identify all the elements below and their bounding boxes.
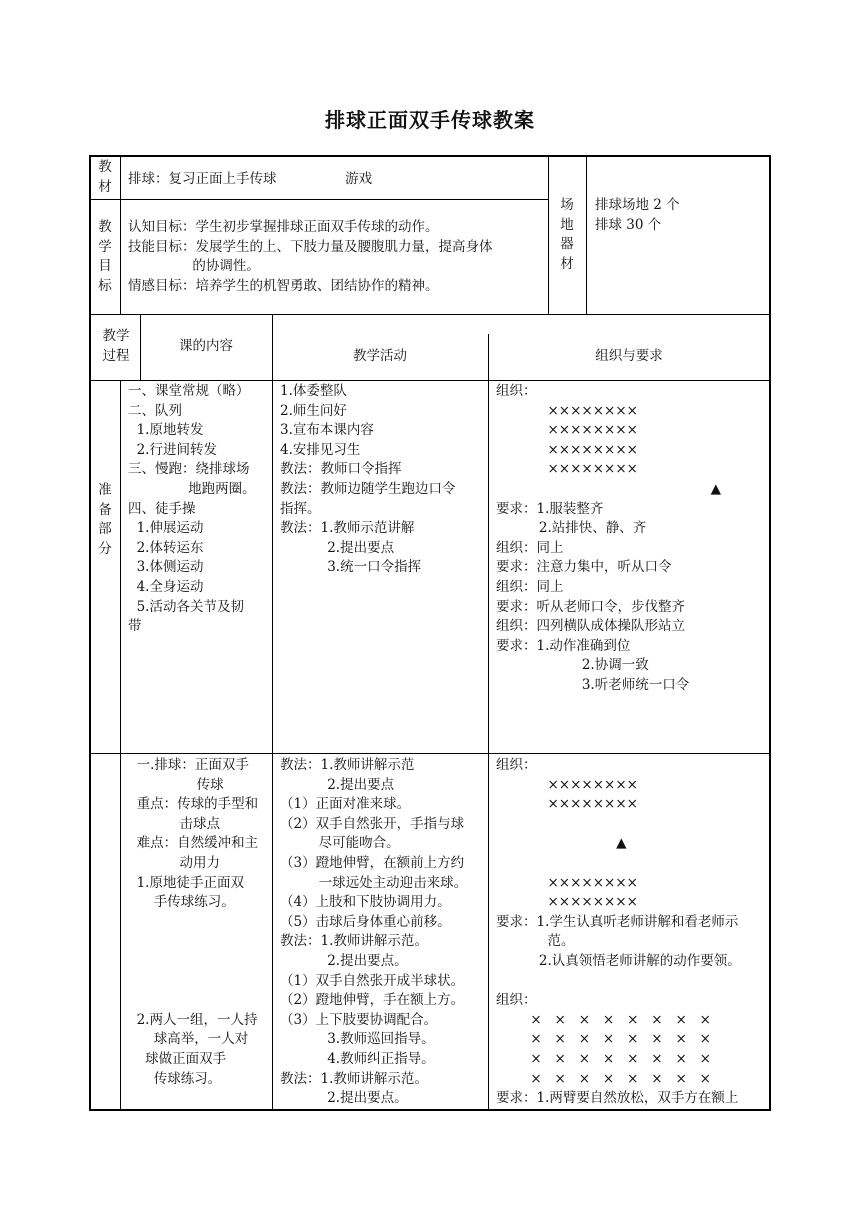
prep-organization: 组织： ×××××××× ×××××××× ×××××××× ×××××××× ▲ 要求：1.服装整齐 2.站排快、静、齐 组织：同上 要求：注意力集中，听从口令 组织：同上 要求：听从老师口令，步伐整齐 组织：四列横队成体操队形站立 要求：1.动作准确到位 2.协调一致 3.听老师统一口令	[496, 383, 721, 693]
basic-organization: 组织： ×××××××× ×××××××× ▲ ×××××××× ×××××××× 要求：1.学生认真听老师讲解和看老师示 范。 2.认真领悟老师讲解的动作要领。 组织： × × × × × × × × × × × × × × × × × × × × × × × × × × × × × × × × 要求：1.两臂要自然放松，双手方在额上	[496, 757, 741, 1107]
mubiao-label: 教 学 目 标	[98, 219, 112, 294]
basic-content: 一.排球：正面双手 传球 重点：传球的手型和 击球点 难点：自然缓冲和主 动用力 1.原地徒手正面双 手传球练习。 2.两人一组，一人持 球高举，一人对 球做正面双手 传球练习。	[136, 757, 259, 1087]
jiaocai-label: 教 材	[98, 159, 112, 195]
changdi-label: 场 地 器 材	[560, 197, 574, 272]
page-title: 排球正面双手传球教案	[325, 108, 535, 132]
prep-activity: 1.体委整队 2.师生问好 3.宣布本课内容 4.安排见习生 教法：教师口令指挥 教法：教师边随学生跑边口令 指挥。 教法：1.教师示范讲解 2.提出要点 3.统一口令指挥	[280, 383, 456, 576]
prep-label: 准 备 部 分	[98, 482, 112, 557]
prep-content: 一、课堂常规（略） 二、队列 1.原地转发 2.行进间转发 三、慢跑：绕排球场 地跑两圈。 四、徒手操 1.伸展运动 2.体转运东 3.体侧运动 4.全身运动 5.活动各关节及韧 带	[128, 383, 256, 635]
changdi-content: 排球场地 2 个 排球 30 个	[595, 197, 680, 233]
col-content: 课的内容	[179, 338, 233, 354]
mubiao-content: 认知目标：学生初步掌握排球正面双手传球的动作。 技能目标：发展学生的上、下肢力量及腰腹肌力量，提高身体 的协调性。 情感目标：培养学生的机智勇敢、团结协作的精神。	[128, 219, 493, 294]
col-organization: 组织与要求	[595, 348, 663, 364]
col-process: 教学 过程	[102, 328, 130, 364]
basic-activity: 教法：1.教师讲解示范 2.提出要点 （1）正面对准来球。 （2）双手自然张开，手指与球 尽可能吻合。 （3）蹬地伸臂，在额前上方约 一球远处主动迎击来球。 （4）上肢和下肢协调用力。 （5）击球后身体重心前移。 教法：1.教师讲解示范。 2.提出要点。 （1）双手自然张开成半球状。 （2）蹬地伸臂，手在额上方。 （3）上下肢要协调配合。 3.教师巡回指导。 4.教师纠正指导。 教法：1.教师讲解示范。 2.提出要点。	[280, 757, 468, 1107]
col-activity: 教学活动	[353, 348, 407, 364]
jiaocai-content: 排球：复习正面上手传球 游戏	[128, 171, 373, 187]
